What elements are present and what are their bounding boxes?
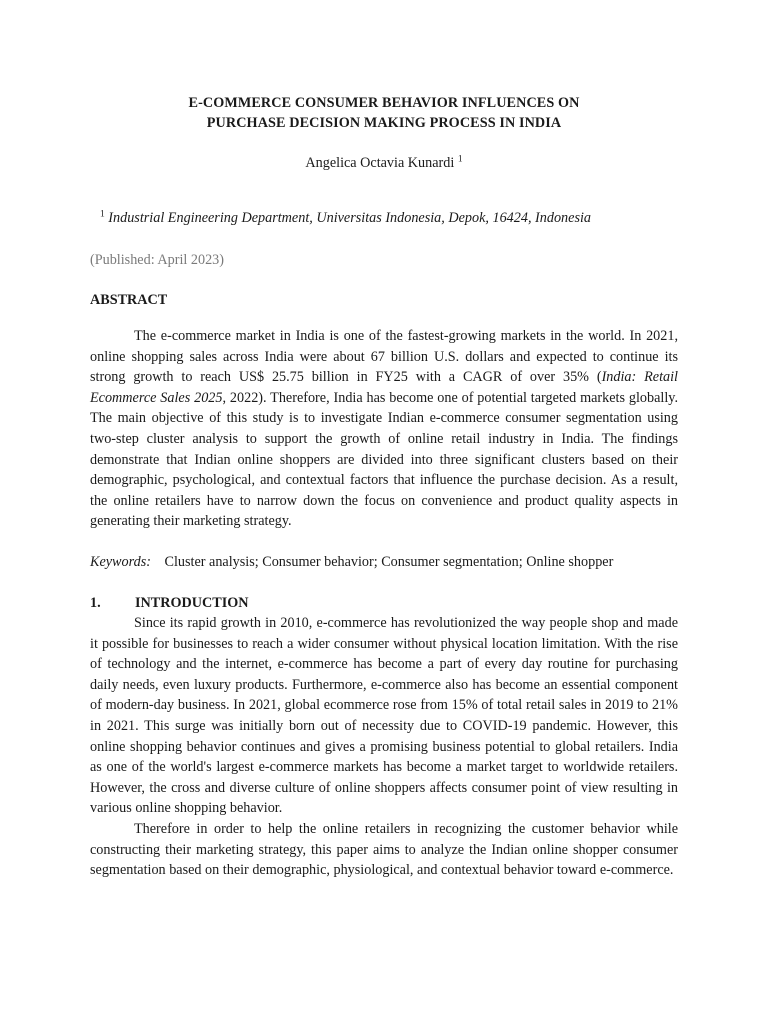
introduction-paragraph-2: Therefore in order to help the online retailers in recognizing the customer behavior while constructing their marketing strategy, this paper aims to analyze the Indian online shopper consumer segmentation based on their demographic, physiological, and contextual behavior toward e-commerce. xyxy=(90,821,678,879)
title-line-1: E-COMMERCE CONSUMER BEHAVIOR INFLUENCES ON xyxy=(188,95,580,111)
author-name: Angelica Octavia Kunardi xyxy=(305,155,455,171)
keywords-line xyxy=(90,552,613,572)
abstract-heading: ABSTRACT xyxy=(90,292,168,308)
abstract-text-part-1: The e-commerce market in India is one of the fastest-growing markets in the world. In 2021, online shopping sales across India were about 67 billion U.S. dollars and expected to continue its strong growth to reach US$ 25.75 billion in FY25 with a CAGR of over 35% ( xyxy=(90,328,678,386)
section-heading-introduction xyxy=(90,593,249,613)
keywords-text: Cluster analysis; Consumer behavior; Consumer segmentation; Online shopper xyxy=(164,554,614,570)
published-date: (Published: April 2023) xyxy=(90,252,224,268)
affiliation-superscript: 1 xyxy=(100,209,105,220)
author-superscript: 1 xyxy=(457,154,463,165)
keywords-label: Keywords: xyxy=(90,554,151,570)
affiliation-line xyxy=(100,208,678,228)
introduction-paragraph-1: Since its rapid growth in 2010, e-commerce has revolutionized the way people shop and made it possible for businesses to reach a wider consumer without physical location limitation. With the rise of technology and the internet, e-commerce has become a part of every day routine for purchasing daily needs, even luxury products. Furthermore, e-commerce also has become an essential component of modern-day business. In 2021, global ecommerce rose from 15% of total retail sales in 2019 to 21% in 2021. This surge was initially born out of necessity due to COVID-19 pandemic. However, this online shopping behavior continues and gives a promising business potential to global retailers. India as one of the world's largest e-commerce markets has become a market target to worldwide retailers. However, the cross and diverse culture of online shoppers affects consumer point of view resulting in various online shopping behavior. xyxy=(90,615,678,817)
abstract-text-part-2: , 2022). Therefore, India has become one of potential targeted markets globally. The main objective of this study is to investigate Indian e-commerce consumer segmentation using two-step cluster analysis to support the growth of online retail industry in India. The findings demonstrate that Indian online shoppers are divided into three significant clusters based on their demographic, psychological, and contextual factors that influence the purchase decision. As a result, the online retailers have to narrow down the focus on convenience and product quality aspects in generating their marketing strategy. xyxy=(90,389,678,530)
abstract-body xyxy=(90,326,678,532)
affiliation-text: Industrial Engineering Department, Universitas Indonesia, Depok, 16424, Indonesia xyxy=(108,210,592,226)
section-number: 1. xyxy=(90,595,101,611)
title-line-2: PURCHASE DECISION MAKING PROCESS IN INDIA xyxy=(206,115,562,131)
section-title: INTRODUCTION xyxy=(135,595,249,611)
abstract-citation: India: Retail Ecommerce Sales 2025 xyxy=(90,369,678,406)
paper-title xyxy=(90,93,678,133)
author-line xyxy=(90,153,678,173)
